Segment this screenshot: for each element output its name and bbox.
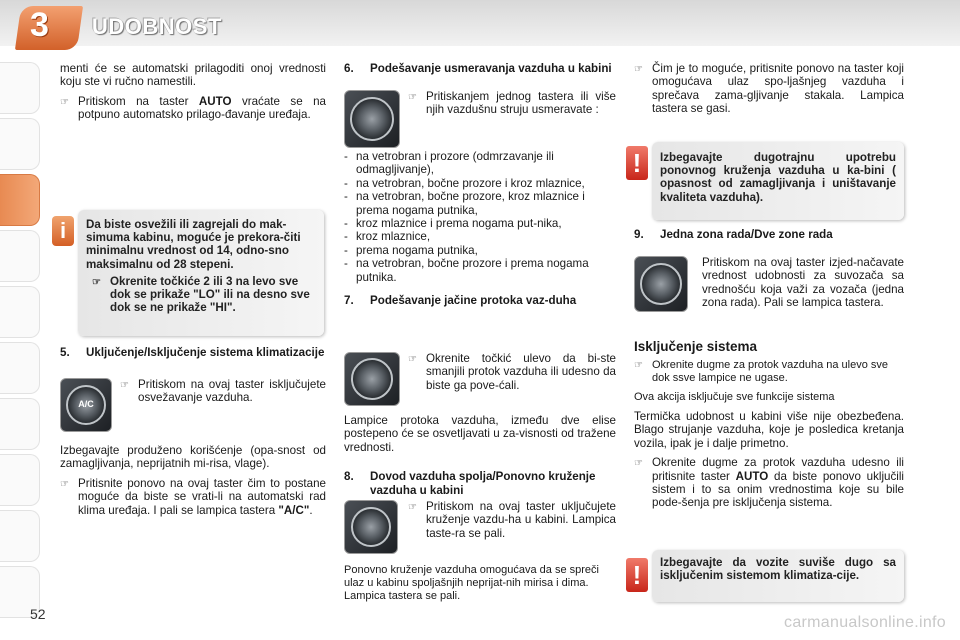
paragraph: Termička udobnost u kabini više nije obezbeđena. Blago strujanje vazduha, koje je posledica kretanja vozila, ipak je i dalje primetno. xyxy=(634,410,904,450)
text: Okrenite točkić ulevo da bi-ste smanjili protok vazduha ili udesno da biste ga pove-ćali. xyxy=(426,352,616,392)
air-distribution-image xyxy=(344,90,400,148)
chapter-tab-rail xyxy=(0,48,44,640)
info-box-bullet xyxy=(86,275,316,315)
text: da biste ponovo uključili sistem i to sa onim vrednostima koje su bile pode-šenja pre isključenja sistema. xyxy=(652,469,904,510)
section-number: 5. xyxy=(60,346,70,359)
chapter-badge xyxy=(15,6,83,50)
info-i-icon: i xyxy=(52,216,74,246)
paragraph: Pritiskom na ovaj taster izjed-načavate vrednost udobnosti za suvozača sa vrednošću koja važi za vozača (jedna zona rada). Pali se lampica tastera. xyxy=(702,256,904,310)
bullet-air-flow xyxy=(408,352,616,392)
paragraph: Ponovno kruženje vazduha omogućava da se spreči ulaz u kabinu spoljašnjih neprijat-nih mirisa i dima. Lampica tastera se pali. xyxy=(344,564,599,602)
bullet-ac-restart xyxy=(60,477,326,517)
warning-box-recirculation xyxy=(652,142,904,220)
keyword-lo: "LO" xyxy=(193,288,221,302)
recirculation-dial xyxy=(351,507,391,547)
section-number: 9. xyxy=(634,228,644,241)
section-title: Uključenje/Isključenje sistema klimatizacije xyxy=(86,346,325,359)
column-2-lower xyxy=(344,414,616,502)
paragraph: Izbegavajte produženo korišćenje (opa-snost od zamagljivanja, neprijatnih mi-risa, vlage). xyxy=(60,444,326,471)
column-2-bottom xyxy=(344,564,618,609)
text: Pritisnite ponovo na ovaj taster čim to postane moguće da biste se vrati-li na automatski rad klima uređaja. I pali se lampica tastera xyxy=(78,476,326,517)
bullet-off-2 xyxy=(634,456,904,510)
bullet-outside-air xyxy=(634,62,904,116)
bullet-off-1 xyxy=(634,359,904,384)
pointing-hand-icon: ☞ xyxy=(120,380,129,391)
dual-zone-button-image xyxy=(634,256,688,312)
pointing-hand-icon: ☞ xyxy=(408,502,417,513)
system-off-section xyxy=(634,340,904,516)
section-8-text xyxy=(408,500,616,546)
text: Čim je to moguće, pritisnite ponovo na taster koji omogućava ulaz spo-ljašnjeg vazduha i sprečava zama-gljivanje stakala. Lampica tastera se gasi. xyxy=(652,62,904,116)
keyword-auto: AUTO xyxy=(198,94,232,108)
info-box xyxy=(78,210,324,336)
text: Pritiskom na taster xyxy=(78,94,199,108)
text: vraćate se na potpuno automatsko prilago-đavanje uređaja. xyxy=(78,94,326,122)
list-item: - na vetrobran, bočne prozore i kroz mlaznice, xyxy=(344,176,585,190)
ac-button-image xyxy=(60,378,112,432)
section-6-heading xyxy=(344,62,616,75)
list-item: - kroz mlaznice, xyxy=(344,230,431,244)
chapter-tab[interactable] xyxy=(0,510,40,562)
dual-zone-dial xyxy=(640,263,682,305)
section-number: 6. xyxy=(344,62,354,75)
distribution-dial xyxy=(350,97,394,141)
pointing-hand-icon: ☞ xyxy=(60,478,69,490)
section-5-text xyxy=(120,378,326,411)
chapter-number: 3 xyxy=(30,6,49,44)
section-9 xyxy=(634,228,904,246)
column-1-bottom xyxy=(60,444,326,523)
chapter-tab[interactable] xyxy=(0,454,40,506)
section-title: Jedna zona rada/Dve zone rada xyxy=(660,228,833,241)
bullet-recirculation xyxy=(408,500,616,540)
bullet-auto xyxy=(60,95,326,122)
exclamation-icon: ! xyxy=(626,146,648,180)
paragraph: menti će se automatski prilagoditi onoj vrednosti koju ste vi ručno namestili. xyxy=(60,62,326,89)
pointing-hand-icon: ☞ xyxy=(634,360,643,372)
ac-label: A/C xyxy=(78,399,94,409)
keyword-auto: AUTO xyxy=(735,469,769,483)
section-5-heading xyxy=(60,346,326,359)
chapter-tab[interactable] xyxy=(0,230,40,282)
section-9-text xyxy=(702,256,904,316)
pointing-hand-icon: ☞ xyxy=(634,458,643,470)
section-number: 8. xyxy=(344,470,354,484)
pointing-hand-icon: ☞ xyxy=(634,64,643,75)
text: . xyxy=(309,503,313,517)
direction-list xyxy=(344,150,616,312)
text: . xyxy=(232,301,236,315)
list-item: - na vetrobran i prozore (odmrzavanje ili odmagljivanje), xyxy=(344,150,554,177)
chapter-tab-active[interactable] xyxy=(0,174,40,226)
column-1 xyxy=(60,62,326,128)
section-6-text xyxy=(408,90,616,123)
section-title: Dovod vazduha spolja/Ponovno kruženje vazduha u kabini xyxy=(370,470,596,497)
paragraph: Lampice protoka vazduha, između dve elise postepeno će se osvetljavati u za-visnosti od tražene vrednosti. xyxy=(344,414,616,454)
column-1-lower xyxy=(60,346,326,364)
chapter-tab[interactable] xyxy=(0,398,40,450)
pointing-hand-icon: ☞ xyxy=(408,354,417,365)
air-flow-image xyxy=(344,352,400,406)
section-8-heading xyxy=(344,470,616,497)
pointing-hand-icon: ☞ xyxy=(60,96,69,108)
page-number: 52 xyxy=(30,606,46,622)
chapter-tab[interactable] xyxy=(0,118,40,170)
warning-box-ac-off xyxy=(652,550,904,602)
text: Okrenite dugme za protok vazduha na ulevo sve dok ssve lampice ne ugase. xyxy=(652,359,889,384)
chapter-tab[interactable] xyxy=(0,62,40,114)
warning-text: Izbegavajte da vozite suviše dugo sa isključenim sistemom klimatiza-cije. xyxy=(660,556,896,583)
text: Okrenite točkiće 2 ili 3 na levo sve dok se prikaže xyxy=(110,274,299,302)
list-item: - prema nogama putnika, xyxy=(344,243,478,257)
keyword-ac: "A/C" xyxy=(278,503,310,517)
column-2 xyxy=(344,62,616,80)
column-3 xyxy=(634,62,904,122)
section-7-heading xyxy=(344,294,616,307)
pointing-hand-icon: ☞ xyxy=(92,276,101,288)
section-9-heading xyxy=(634,228,904,241)
paragraph: Ova akcija isključuje sve funkcije sistema xyxy=(634,390,835,403)
list-item: - na vetrobran, bočne prozore, kroz mlaznice i prema nogama putnika, xyxy=(344,190,585,217)
chapter-title: UDOBNOST xyxy=(92,14,222,39)
air-flow-dial xyxy=(351,358,393,400)
text: ili na desno sve dok se ne prikaže xyxy=(110,288,310,315)
subsection-title: Isključenje sistema xyxy=(634,339,758,354)
chapter-tab[interactable] xyxy=(0,342,40,394)
section-title: Podešavanje jačine protoka vaz-duha xyxy=(370,294,577,308)
exclamation-icon: ! xyxy=(626,558,648,592)
chapter-tab[interactable] xyxy=(0,286,40,338)
text: Pritiskom na ovaj taster uključujete kruženje vazdu-ha u kabini. Lampica taste-ra se pali. xyxy=(426,500,616,540)
text: Pritiskom na ovaj taster isključujete osvežavanje vazduha. xyxy=(138,378,326,405)
list-item: - na vetrobran, bočne prozore i prema nogama putnika. xyxy=(344,257,589,284)
text: Pritiskanjem jednog tastera ili više njih vazdušnu struju usmeravate : xyxy=(426,90,616,117)
section-title: Podešavanje usmeravanja vazduha u kabini xyxy=(370,62,612,75)
recirculation-button-image xyxy=(344,500,398,554)
list-item: - kroz mlaznice i prema nogama put-nika, xyxy=(344,217,562,231)
section-7-text xyxy=(408,352,616,398)
pointing-hand-icon: ☞ xyxy=(408,92,417,103)
text: Okrenite dugme za protok vazduha udesno ili pritisnite taster xyxy=(652,456,904,483)
warning-text: Izbegavajte dugotrajnu upotrebu ponovnog kruženja vazduha u ka-bini ( opasnost od zamagljivanja i uništavanje kvaliteta vazduha). xyxy=(660,151,896,204)
watermark: carmanualsonline.info xyxy=(784,614,946,631)
info-box-text: Da biste osvežili ili zagrejali do mak-simuma kabinu, moguće je prekora-čiti minimalnu vrednost od 14, odno-sno maksimalnu od 28 stepeni. xyxy=(86,218,301,271)
bullet-distribution xyxy=(408,90,616,117)
bullet-ac-off xyxy=(120,378,326,405)
keyword-hi: "HI" xyxy=(209,301,233,315)
section-number: 7. xyxy=(344,294,354,308)
